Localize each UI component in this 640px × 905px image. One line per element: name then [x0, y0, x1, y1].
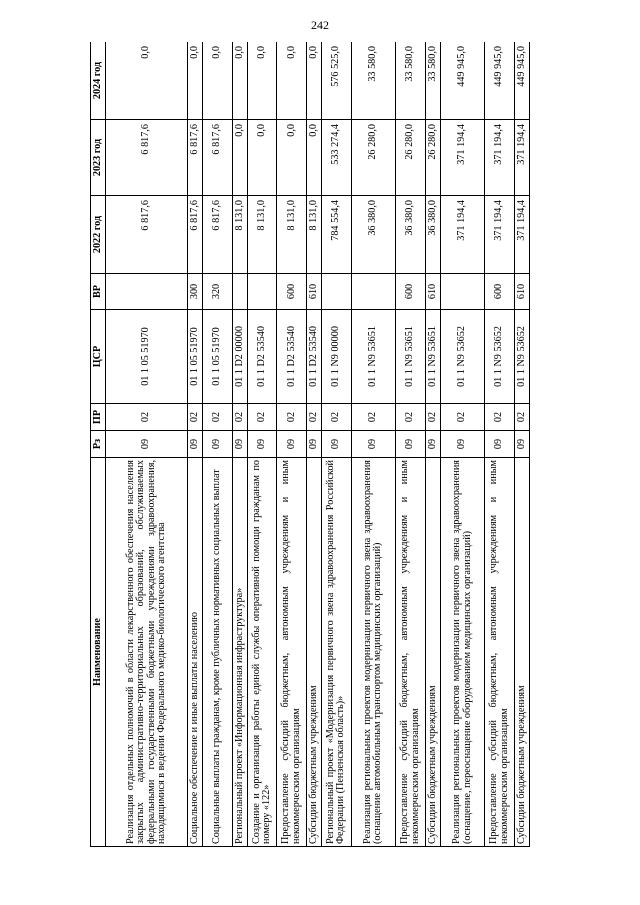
row-pr: 02 [515, 404, 530, 431]
row-csr: 01 1 D2 53540 [277, 310, 307, 404]
table-header-row [91, 42, 106, 847]
row-vr [247, 274, 277, 310]
row-rz: 09 [277, 431, 307, 458]
row-vr: 600 [277, 274, 307, 310]
row-vr: 610 [307, 274, 322, 310]
row-2022: 371 194,4 [515, 196, 530, 274]
table-row [396, 42, 426, 847]
row-name: Создание и организация работы единой службы оперативной помощи гражданам по номеру «122» [247, 458, 277, 847]
header-2024: 2024 год [91, 42, 106, 120]
row-rz: 09 [232, 431, 247, 458]
row-rz: 09 [247, 431, 277, 458]
row-pr: 02 [351, 404, 396, 431]
row-rz: 09 [440, 431, 485, 458]
row-name: Субсидии бюджетным учреждениям [515, 458, 530, 847]
row-vr: 300 [188, 274, 203, 310]
row-2024: 33 580,0 [351, 42, 396, 120]
row-rz: 09 [321, 431, 351, 458]
row-name: Реализация отдельных полномочий в области лекарственного обеспечения населения закрытых административно-территориальных образований, обслуживаемых федеральными государственными бюджетными учреждениями здравоохранения, находящимися в ведении Федерального медико-биологического агентства [106, 458, 188, 847]
row-vr [440, 274, 485, 310]
row-csr: 01 1 05 51970 [203, 310, 233, 404]
table-row [440, 42, 485, 847]
row-pr: 02 [277, 404, 307, 431]
row-vr: 610 [425, 274, 440, 310]
row-rz: 09 [307, 431, 322, 458]
row-2024: 449 945,0 [485, 42, 515, 120]
row-vr: 600 [396, 274, 426, 310]
header-rz: Рз [91, 431, 106, 458]
row-rz: 09 [203, 431, 233, 458]
row-rz: 09 [485, 431, 515, 458]
row-2022: 784 554,4 [321, 196, 351, 274]
row-csr: 01 1 D2 53540 [307, 310, 322, 404]
row-vr [351, 274, 396, 310]
row-2022: 8 131,0 [307, 196, 322, 274]
row-name: Предоставление субсидий бюджетным, автономным учреждениям и иным некоммерческим организациям [277, 458, 307, 847]
row-pr: 02 [396, 404, 426, 431]
row-name: Субсидии бюджетным учреждениям [307, 458, 322, 847]
row-2023: 371 194,4 [440, 120, 485, 196]
row-csr: 01 1 N9 00000 [321, 310, 351, 404]
rotated-table-container [90, 42, 530, 847]
row-name: Предоставление субсидий бюджетным, автономным учреждениям и иным некоммерческим организациям [485, 458, 515, 847]
header-2023: 2023 год [91, 120, 106, 196]
row-2024: 0,0 [188, 42, 203, 120]
row-name: Социальное обеспечение и иные выплаты населению [188, 458, 203, 847]
row-name: Региональный проект «Информационная инфраструктура» [232, 458, 247, 847]
row-2022: 371 194,4 [485, 196, 515, 274]
row-2022: 36 380,0 [396, 196, 426, 274]
row-2023: 6 817,6 [203, 120, 233, 196]
row-2023: 6 817,6 [106, 120, 188, 196]
row-vr: 600 [485, 274, 515, 310]
row-2022: 36 380,0 [425, 196, 440, 274]
table-row [203, 42, 233, 847]
row-csr: 01 1 N9 53651 [396, 310, 426, 404]
row-name: Социальные выплаты гражданам, кроме публичных нормативных социальных выплат [203, 458, 233, 847]
row-2024: 0,0 [203, 42, 233, 120]
row-vr [232, 274, 247, 310]
header-vr: ВР [91, 274, 106, 310]
row-2024: 0,0 [307, 42, 322, 120]
table-row [515, 42, 530, 847]
row-2024: 0,0 [277, 42, 307, 120]
row-2023: 0,0 [307, 120, 322, 196]
row-2023: 0,0 [232, 120, 247, 196]
row-rz: 09 [106, 431, 188, 458]
row-csr: 01 1 N9 53652 [515, 310, 530, 404]
row-vr [321, 274, 351, 310]
table-row [307, 42, 322, 847]
row-name: Региональный проект «Модернизация первичного звена здравоохранения Российской Федерации (Пензенская область)» [321, 458, 351, 847]
header-name: Наименование [91, 458, 106, 847]
row-pr: 02 [106, 404, 188, 431]
row-2023: 0,0 [247, 120, 277, 196]
table-viewport [90, 42, 530, 847]
row-2022: 8 131,0 [247, 196, 277, 274]
row-vr: 610 [515, 274, 530, 310]
page-number: 242 [311, 18, 329, 32]
row-2022: 6 817,6 [203, 196, 233, 274]
row-2024: 33 580,0 [396, 42, 426, 120]
header-pr: ПР [91, 404, 106, 431]
row-2023: 26 280,0 [396, 120, 426, 196]
row-pr: 02 [485, 404, 515, 431]
row-2023: 26 280,0 [351, 120, 396, 196]
row-rz: 09 [425, 431, 440, 458]
row-pr: 02 [188, 404, 203, 431]
row-2024: 0,0 [247, 42, 277, 120]
row-2023: 371 194,4 [515, 120, 530, 196]
row-2022: 8 131,0 [232, 196, 247, 274]
row-2022: 6 817,6 [188, 196, 203, 274]
table-row [247, 42, 277, 847]
row-2022: 6 817,6 [106, 196, 188, 274]
row-name: Реализация региональных проектов модернизации первичного звена здравоохранения (оснащение автомобильным транспортом медицинских организаций) [351, 458, 396, 847]
row-rz: 09 [515, 431, 530, 458]
table-row [188, 42, 203, 847]
row-pr: 02 [232, 404, 247, 431]
row-2024: 449 945,0 [515, 42, 530, 120]
row-2024: 449 945,0 [440, 42, 485, 120]
row-2024: 576 525,0 [321, 42, 351, 120]
row-2023: 371 194,4 [485, 120, 515, 196]
row-csr: 01 1 05 51970 [188, 310, 203, 404]
row-name: Предоставление субсидий бюджетным, автономным учреждениям и иным некоммерческим организациям [396, 458, 426, 847]
row-2022: 371 194,4 [440, 196, 485, 274]
row-2023: 0,0 [277, 120, 307, 196]
table-row [232, 42, 247, 847]
row-rz: 09 [188, 431, 203, 458]
row-csr: 01 1 D2 53540 [247, 310, 277, 404]
table-row [277, 42, 307, 847]
row-2022: 8 131,0 [277, 196, 307, 274]
header-csr: ЦСР [91, 310, 106, 404]
header-2022: 2022 год [91, 196, 106, 274]
row-csr: 01 1 N9 53651 [425, 310, 440, 404]
row-csr: 01 1 N9 53652 [485, 310, 515, 404]
row-rz: 09 [351, 431, 396, 458]
row-2023: 6 817,6 [188, 120, 203, 196]
table-row [485, 42, 515, 847]
row-pr: 02 [247, 404, 277, 431]
row-pr: 02 [425, 404, 440, 431]
budget-table [90, 42, 530, 847]
table-row [321, 42, 351, 847]
row-csr: 01 1 N9 53652 [440, 310, 485, 404]
row-2024: 0,0 [232, 42, 247, 120]
row-pr: 02 [321, 404, 351, 431]
row-csr: 01 1 D2 00000 [232, 310, 247, 404]
row-pr: 02 [203, 404, 233, 431]
table-row [106, 42, 188, 847]
table-row [425, 42, 440, 847]
row-vr: 320 [203, 274, 233, 310]
table-row [351, 42, 396, 847]
row-pr: 02 [440, 404, 485, 431]
row-vr [106, 274, 188, 310]
row-2024: 0,0 [106, 42, 188, 120]
row-2023: 533 274,4 [321, 120, 351, 196]
row-rz: 09 [396, 431, 426, 458]
row-name: Реализация региональных проектов модернизации первичного звена здравоохранения (оснащение, переоснащение оборудованием медицинских организаций) [440, 458, 485, 847]
row-csr: 01 1 N9 53651 [351, 310, 396, 404]
row-name: Субсидии бюджетным учреждениям [425, 458, 440, 847]
row-csr: 01 1 05 51970 [106, 310, 188, 404]
row-pr: 02 [307, 404, 322, 431]
row-2024: 33 580,0 [425, 42, 440, 120]
row-2023: 26 280,0 [425, 120, 440, 196]
row-2022: 36 380,0 [351, 196, 396, 274]
